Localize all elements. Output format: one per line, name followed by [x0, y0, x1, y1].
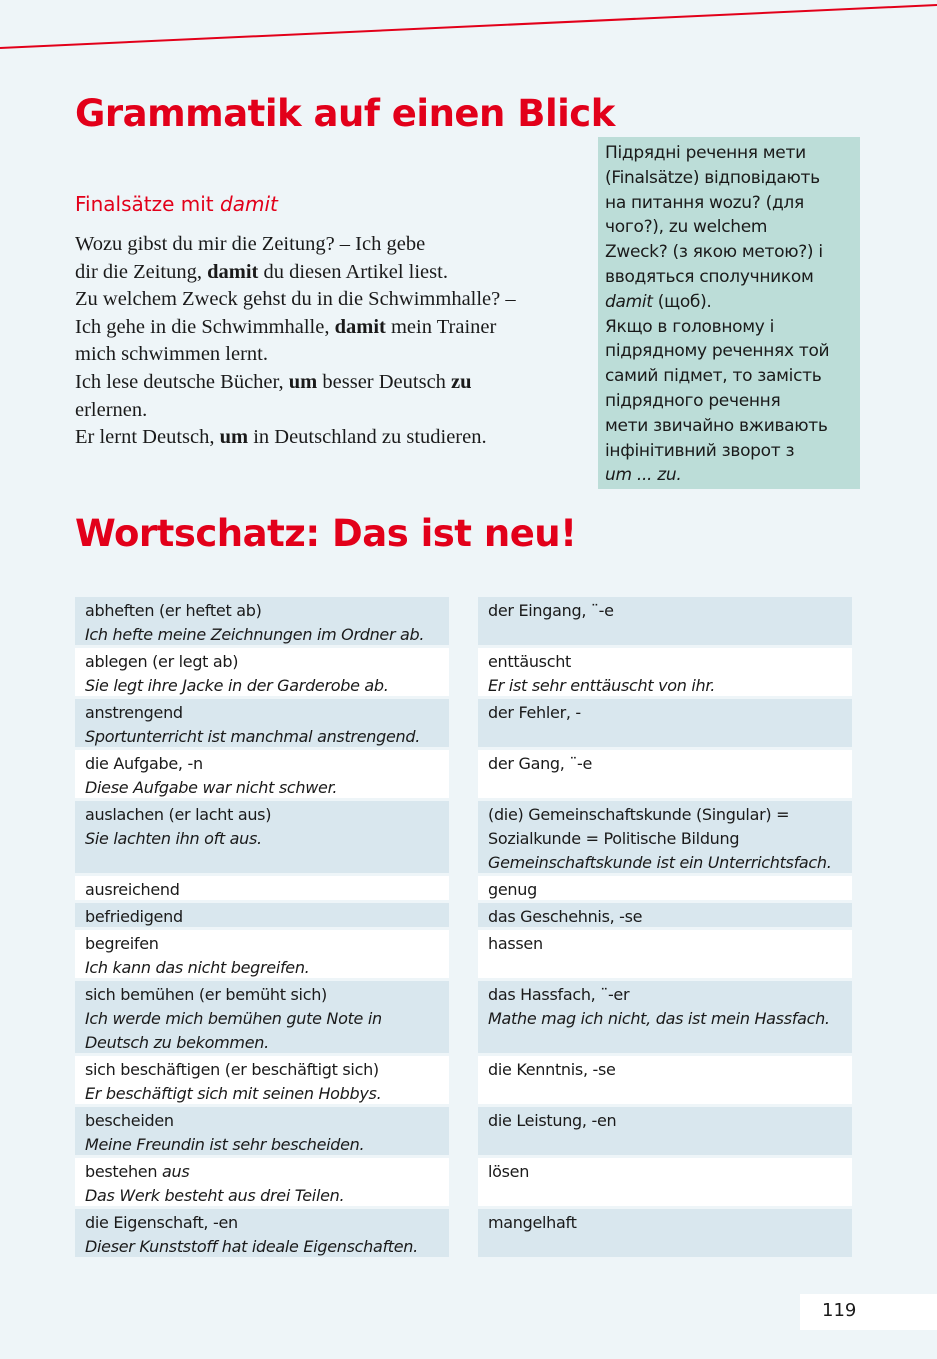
- vocab-word-text: der Eingang, ¨-e: [488, 601, 614, 620]
- text: du diesen Artikel liest.: [258, 260, 448, 283]
- note-line: Якщо в головному і: [605, 316, 775, 337]
- vocab-example: Diese Aufgabe war nicht schwer.: [85, 778, 338, 797]
- vocab-word-text: die Leistung, -en: [488, 1111, 617, 1130]
- vocab-row: [75, 750, 449, 798]
- vocab-row: [478, 1209, 852, 1257]
- text: mich schwimmen lernt.: [75, 343, 268, 366]
- grammar-line: [75, 259, 575, 287]
- vocab-word-text: abheften (er heftet ab): [85, 601, 262, 620]
- text: mein Trainer: [385, 315, 497, 338]
- note-line: [605, 290, 852, 315]
- vocab-row: [75, 1107, 449, 1155]
- text: Ich lese deutsche Bücher,: [75, 370, 289, 393]
- page-number-box: [800, 1294, 937, 1330]
- vocab-column-left: [75, 597, 449, 1260]
- conjunction: zu: [451, 370, 472, 393]
- vocab-word: [488, 878, 852, 900]
- header-rule: [0, 0, 937, 60]
- vocab-word-text: das Geschehnis, -se: [488, 907, 643, 926]
- vocab-row: [75, 903, 449, 927]
- vocab-word: [488, 932, 852, 956]
- vocab-row: [478, 903, 852, 927]
- vocab-word: [488, 599, 852, 623]
- vocab-word-text: die Eigenschaft, -en: [85, 1213, 238, 1232]
- text: in Deutschland zu studieren.: [248, 426, 487, 449]
- page-number: 119: [822, 1300, 857, 1321]
- vocab-row: [75, 597, 449, 645]
- vocab-example: Sie lachten ihn oft aus.: [85, 829, 262, 848]
- note-line: інфінітивний зворот з: [605, 440, 795, 461]
- grammar-examples: [75, 231, 575, 452]
- grammar-line: [75, 314, 575, 342]
- grammar-line: [75, 369, 575, 397]
- grammar-note-box: [598, 137, 860, 489]
- vocab-example: Das Werk besteht aus drei Teilen.: [85, 1186, 345, 1205]
- vocab-word: [85, 650, 449, 674]
- note-line: самий підмет, то замість: [605, 366, 822, 387]
- vocab-row: [478, 801, 852, 873]
- vocab-row: [478, 876, 852, 900]
- vocab-row: [478, 699, 852, 747]
- note-line: підрядному реченнях той: [605, 341, 830, 362]
- text: erlernen.: [75, 398, 148, 421]
- vocab-word-italic: aus: [161, 1162, 190, 1181]
- vocab-word: [488, 1160, 852, 1184]
- vocab-row: [478, 930, 852, 978]
- vocab-word-text: bescheiden: [85, 1111, 174, 1130]
- vocab-word: [488, 752, 852, 776]
- vocab-example: Sie legt ihre Jacke in der Garderobe ab.: [85, 676, 389, 695]
- vocab-example: Sportunterricht ist manchmal anstrengend.: [85, 727, 420, 746]
- vocab-word: [488, 1058, 852, 1082]
- vocab-word-text: hassen: [488, 934, 543, 953]
- text: Wozu gibst du mir die Zeitung? – Ich gebe: [75, 233, 426, 255]
- conjunction: um: [288, 370, 318, 393]
- vocab-word: [85, 701, 449, 725]
- conjunction: um: [219, 426, 249, 449]
- vocab-word: [85, 599, 449, 623]
- note-line: Zweck? (з якою метою?) і: [605, 242, 823, 263]
- vocab-row: [75, 801, 449, 873]
- vocab-word: [85, 1109, 449, 1133]
- note-italic: damit: [605, 291, 653, 312]
- grammar-line: [75, 341, 575, 369]
- grammar-title: Grammatik auf einen Blick: [75, 92, 615, 135]
- vocab-word-text: der Gang, ¨-e: [488, 754, 593, 773]
- vocab-word-text: die Kenntnis, -se: [488, 1060, 616, 1079]
- vocab-example: Er beschäftigt sich mit seinen Hobbys.: [85, 1084, 382, 1103]
- grammar-line: [75, 286, 575, 314]
- vocab-word: [85, 803, 449, 827]
- vocab-word-text: der Fehler, -: [488, 703, 581, 722]
- vocab-row: [478, 1056, 852, 1104]
- vocab-word: [488, 983, 852, 1007]
- note-line: чого?), zu welchem: [605, 217, 768, 238]
- vocab-word: [85, 1160, 449, 1184]
- vocab-row: [478, 597, 852, 645]
- grammar-subtitle: [75, 192, 278, 216]
- vocab-row: [478, 981, 852, 1053]
- note-text: (щоб).: [652, 291, 712, 312]
- vocab-example: Ich hefte meine Zeichnungen im Ordner ab.: [85, 625, 425, 644]
- vocab-word: [85, 878, 449, 900]
- text: besser Deutsch: [317, 370, 452, 393]
- subtitle-text: Finalsätze mit: [75, 192, 221, 216]
- vocab-row: [75, 699, 449, 747]
- vocab-word: [85, 1211, 449, 1235]
- vocab-example: Dieser Kunststoff hat ideale Eigenschaften.: [85, 1237, 418, 1256]
- vocab-word-text: mangelhaft: [488, 1213, 577, 1232]
- vocab-word-text: anstrengend: [85, 703, 183, 722]
- vocab-title: Wortschatz: Das ist neu!: [75, 512, 577, 555]
- text: dir die Zeitung,: [75, 260, 208, 283]
- note-line: мети звичайно вживають: [605, 415, 828, 436]
- vocab-example: Gemeinschaftskunde ist ein Unterrichtsfach.: [488, 853, 832, 872]
- vocab-word-text: ausreichend: [85, 880, 180, 899]
- vocab-column-right: [478, 597, 852, 1260]
- vocab-word: [488, 650, 852, 674]
- vocab-row: [478, 750, 852, 798]
- text: Zu welchem Zweck gehst du in die Schwimmhalle? –: [75, 288, 516, 311]
- vocab-row: [75, 876, 449, 900]
- vocab-row: [478, 648, 852, 696]
- vocab-row: [75, 1209, 449, 1257]
- vocab-word-text: das Hassfach, ¨-er: [488, 985, 630, 1004]
- vocab-word: [488, 701, 852, 725]
- vocab-word-text: sich beschäftigen (er beschäftigt sich): [85, 1060, 379, 1079]
- vocab-row: [75, 1056, 449, 1104]
- vocab-word: [488, 1109, 852, 1133]
- vocab-example: Mathe mag ich nicht, das ist mein Hassfach.: [488, 1009, 830, 1028]
- vocab-example: Ich kann das nicht begreifen.: [85, 958, 310, 977]
- conjunction: damit: [334, 315, 386, 338]
- note-line: вводяться сполучником: [605, 266, 814, 287]
- vocab-word-line2: Sozialkunde = Politische Bildung: [488, 829, 740, 848]
- vocab-example: Er ist sehr enttäuscht von ihr.: [488, 676, 715, 695]
- grammar-line: [75, 397, 575, 425]
- vocab-word-text: bestehen: [85, 1162, 162, 1181]
- note-line: на питання wozu? (для: [605, 192, 804, 213]
- vocab-word-text: enttäuscht: [488, 652, 572, 671]
- vocab-word-text: ablegen (er legt ab): [85, 652, 239, 671]
- grammar-line: [75, 424, 575, 452]
- vocab-word: [85, 752, 449, 776]
- vocab-word-text: sich bemühen (er bemüht sich): [85, 985, 327, 1004]
- vocab-word: [85, 1058, 449, 1082]
- subtitle-italic: damit: [220, 192, 278, 216]
- note-line: um ... zu.: [605, 465, 682, 486]
- vocab-row: [75, 930, 449, 978]
- vocab-word-text: (die) Gemeinschaftskunde (Singular) =: [488, 805, 790, 824]
- conjunction: damit: [207, 260, 259, 283]
- vocab-word-text: befriedigend: [85, 907, 183, 926]
- vocab-row: [75, 981, 449, 1053]
- vocab-word-text: lösen: [488, 1162, 530, 1181]
- vocab-word-text: genug: [488, 880, 537, 899]
- vocab-word-text: auslachen (er lacht aus): [85, 805, 272, 824]
- note-line: підрядного речення: [605, 390, 781, 411]
- text: Er lernt Deutsch,: [75, 426, 220, 449]
- vocab-word: [488, 803, 852, 827]
- text: Ich gehe in die Schwimmhalle,: [75, 315, 335, 338]
- vocab-example: Ich werde mich bemühen gute Note in: [85, 1009, 382, 1028]
- vocab-word: [488, 905, 852, 927]
- vocab-row: [478, 1158, 852, 1206]
- vocab-word-text: begreifen: [85, 934, 159, 953]
- vocab-word: [85, 983, 449, 1007]
- note-line: (Finalsätze) відповідають: [605, 167, 820, 188]
- vocab-word: [85, 905, 449, 927]
- vocab-word: [85, 932, 449, 956]
- vocab-row: [478, 1107, 852, 1155]
- vocab-word: [488, 1211, 852, 1235]
- grammar-line: [75, 231, 575, 259]
- vocab-word-text: die Aufgabe, -n: [85, 754, 203, 773]
- vocab-row: [75, 1158, 449, 1206]
- vocab-example: Deutsch zu bekommen.: [85, 1033, 269, 1052]
- vocab-example: Meine Freundin ist sehr bescheiden.: [85, 1135, 365, 1154]
- note-line: Підрядні речення мети: [605, 143, 806, 163]
- vocab-row: [75, 648, 449, 696]
